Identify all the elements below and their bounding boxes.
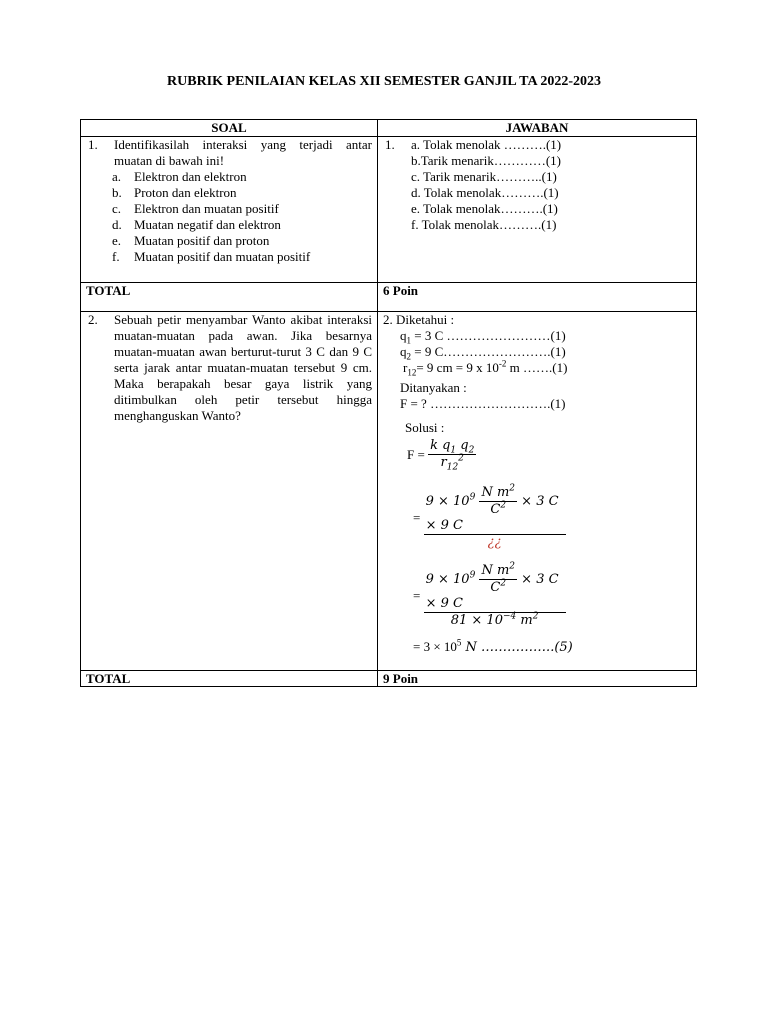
answer-line: c. Tarik menarik………..(1) [411,169,557,184]
q1-soal-cell [81,137,378,283]
asked-f: F = ? ……………………….(1) [400,396,566,411]
solusi-label: Solusi : [405,420,445,435]
answer-line: d. Tolak menolak……….(1) [411,185,559,200]
q1-option: a. Elektron dan elektron [112,169,247,184]
question-row-2 [81,312,697,671]
fraction: $9 \times 10^9$ $\frac{N m^2}{C^2}$ × 3 C × 9 C $81 \times 10^{-4}$ $m^2$ [424,563,566,629]
answer-line: e. Tolak menolak……….(1) [411,201,558,216]
diketahui-label: 2. Diketahui : [383,312,455,327]
fraction: $9 \times 10^9$ $\frac{N m^2}{C^2}$ × 3 C × 9 C ¿¿ [424,485,566,551]
header-row [81,120,697,137]
substitution-step: = $9 \times 10^9$ $\frac{N m^2}{C^2}$ × 3 C × 9 C ¿¿ [383,485,691,551]
total-row-2 [81,671,697,687]
q1-text: Identifikasilah interaksi yang terjadi antar muatan di bawah ini! [114,137,372,168]
rubric-table [80,119,697,687]
total-label: TOTAL [81,283,378,312]
computation-step: = $9 \times 10^9$ $\frac{N m^2}{C^2}$ × 3 C × 9 C $81 \times 10^{-4}$ $m^2$ [383,563,691,629]
q1-answers [411,137,561,233]
q2-jawaban-cell [378,312,697,671]
q2-soal-cell [81,312,378,671]
total-label: TOTAL [81,671,378,687]
q1-jawaban-cell [378,137,697,283]
total-points: 6 Poin [378,283,697,312]
answer-line: f. Tolak menolak……….(1) [411,217,557,232]
q1-option: d. Muatan negatif dan elektron [112,217,281,232]
q1-option: e. Muatan positif dan proton [112,233,270,248]
q1-option: c. Elektron dan muatan positif [112,201,279,216]
q2-text: Sebuah petir menyambar Wanto akibat interaksi muatan-muatan pada awan. Jika besarnya muatan-muatan awan berturut-turut 3 C dan 9 C serta jarak antar muatan-muatan tersebut 9 cm. Maka berapakah besar gaya listrik yang ditimbulkan oleh petir tersebut hingga menghanguskan Wanto? [114,312,372,423]
q2-number: 2. [88,312,98,327]
given-r12: $r_{12}= 9$ cm = 9 x $10^{-2}$ m …….(1) [403,358,568,378]
page-title: RUBRIK PENILAIAN KELAS XII SEMESTER GANJIL TA 2022-2023 [167,74,601,89]
given-q2: $q_2 = 9$ C…………………….(1) [400,344,566,362]
fraction: $\frac{k q_1 q_2}{r_{12}^2}$ [430,438,475,473]
question-row-1 [81,137,697,283]
answer-line: b.Tarik menarik…………(1) [411,153,561,168]
formula-coulomb: F = $\frac{k q_1 q_2}{r_{12}^2}$ [407,438,475,473]
header-soal: SOAL [81,120,378,137]
header-jawaban: JAWABAN [378,120,697,137]
total-points: 9 Poin [378,671,697,687]
total-row-1 [81,283,697,312]
glitch-denominator: ¿¿ [487,535,502,550]
q1-options [86,169,372,265]
ditanyakan-label: Ditanyakan : [400,380,467,395]
q1-answer-number: 1. [385,137,395,152]
result-line: = $3 \times 10^5$ N ……………..(5) [413,637,573,655]
q1-number: 1. [88,137,98,152]
given-q1: $q_1 = 3$ C ……………………(1) [400,328,566,346]
q1-option: b. Proton dan elektron [112,185,237,200]
q1-option: f. Muatan positif dan muatan positif [112,249,311,264]
answer-line: a. Tolak menolak ……….(1) [411,137,562,152]
